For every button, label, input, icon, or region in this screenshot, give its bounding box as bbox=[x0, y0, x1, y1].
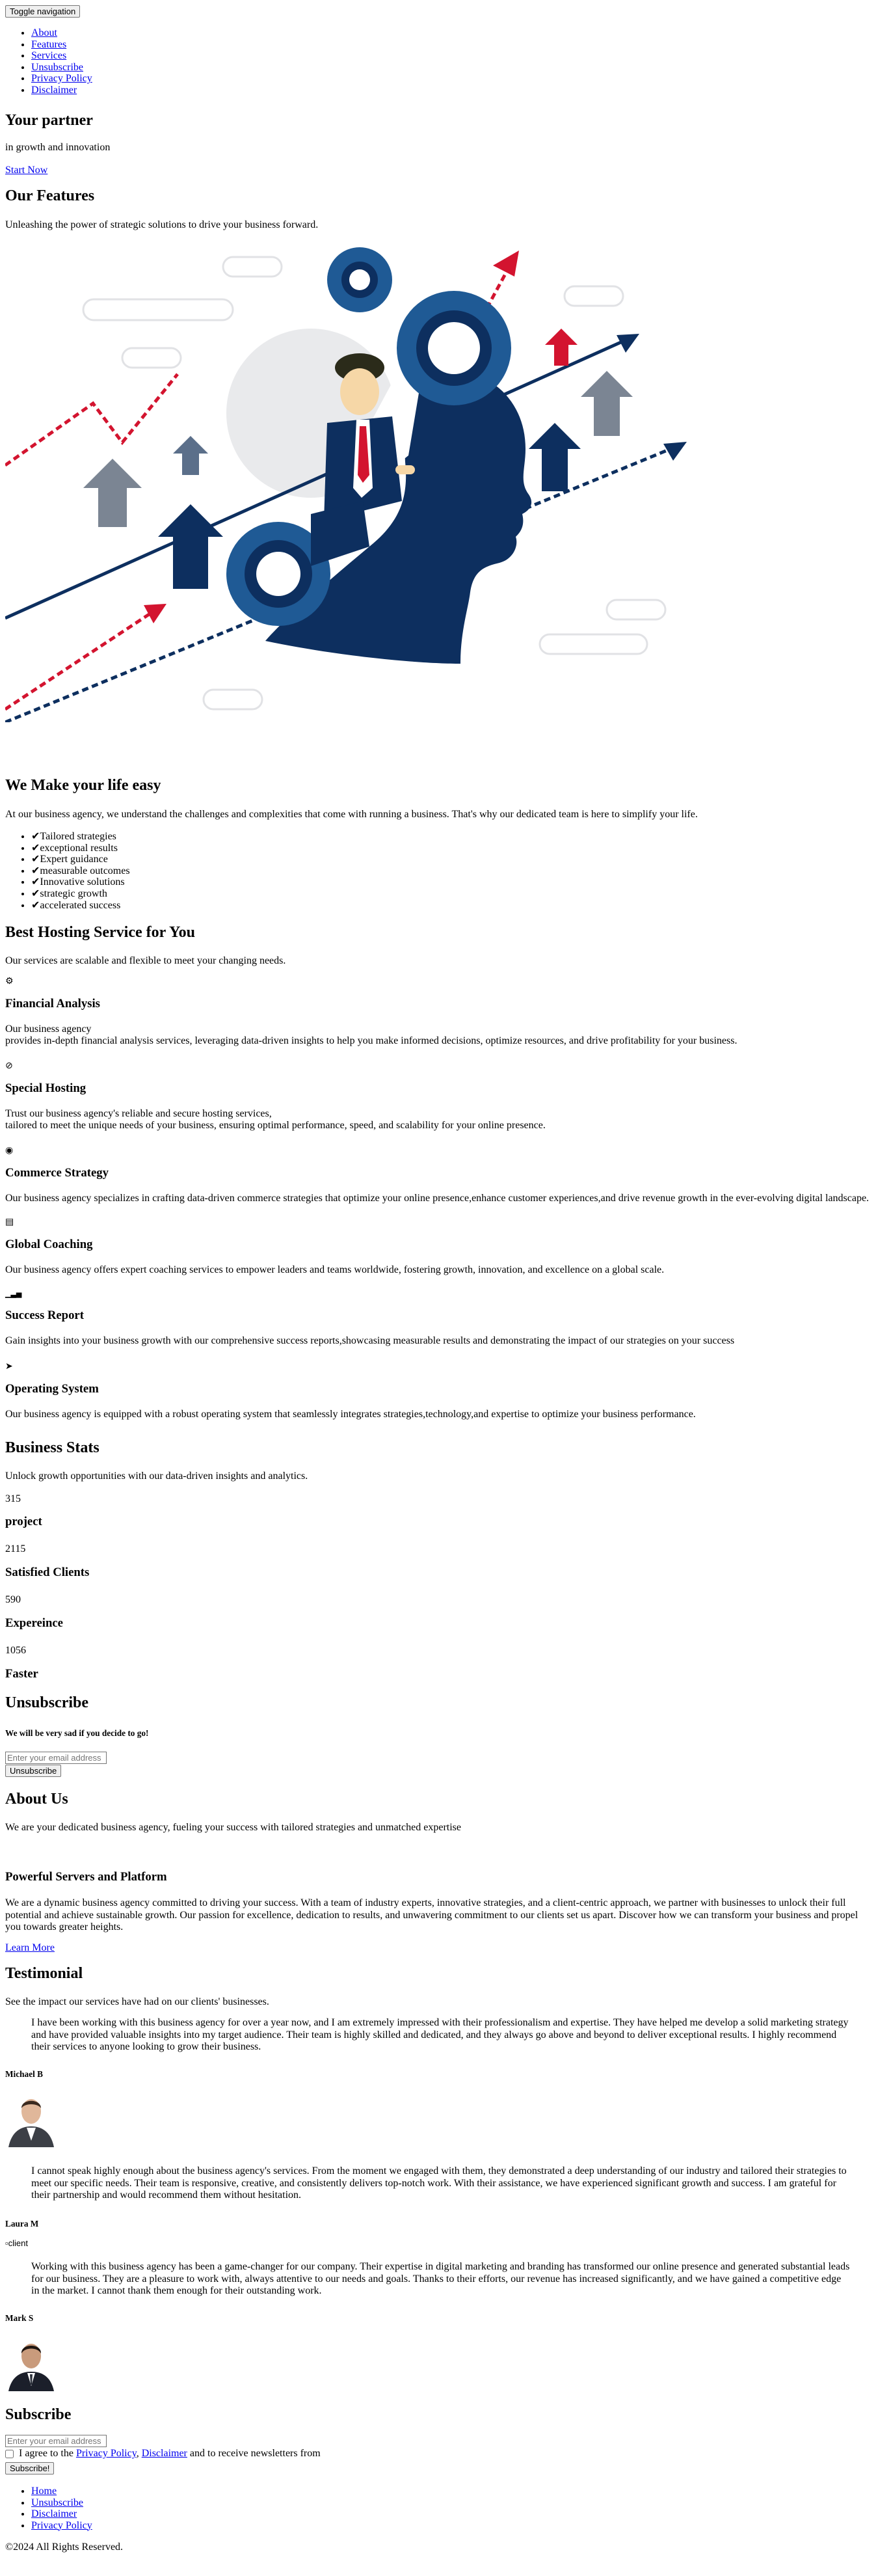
stat-label: Faster bbox=[5, 1667, 38, 1681]
testimonial-quote: I have been working with this business agency for over a year now, and I am extremely impressed with their professionalism and expertise. They have helped me develop a solid marketing strategy and have provided valuable insights into my target audience. Their team is highly skilled and dedicated, and they always go above and beyond to deliver exceptional results. I highly recommend their services to anyone looking to grow their business. bbox=[31, 2017, 849, 2052]
about-title: About Us bbox=[5, 1791, 68, 1808]
server-icon: ▤ bbox=[5, 1217, 14, 1227]
stats-title: Business Stats bbox=[5, 1439, 100, 1456]
nav-toggle-button[interactable]: Toggle navigation bbox=[5, 5, 80, 18]
stat-label: project bbox=[5, 1515, 42, 1528]
list-item: • ✔Innovative solutions bbox=[31, 876, 130, 888]
client-name: Laura M bbox=[5, 2219, 39, 2229]
service-text: Trust our business agency's reliable and secure hosting services, bbox=[5, 1108, 272, 1119]
stat-value: 2115 bbox=[5, 1543, 26, 1554]
subscribe-email-input[interactable] bbox=[5, 2435, 107, 2447]
unsubscribe-button[interactable]: Unsubscribe bbox=[5, 1765, 61, 1777]
service-text: Our business agency specializes in crafting data-driven commerce strategies that optimize your online presence,enhance customer experiences,and drive revenue growth in the ever-evolving digital landscape. bbox=[5, 1193, 870, 1204]
disclaimer-link[interactable]: Disclaimer bbox=[141, 2448, 187, 2459]
life-title: We Make your life easy bbox=[5, 777, 161, 794]
bar-chart-icon: ▁▃▅ bbox=[5, 1290, 22, 1298]
hosting-title: Best Hosting Service for You bbox=[5, 924, 195, 941]
service-operating-system bbox=[5, 1361, 696, 1420]
features-subtitle: Unleashing the power of strategic solutions to drive your business forward. bbox=[5, 219, 319, 230]
agree-row bbox=[5, 2448, 321, 2460]
agree-checkbox[interactable] bbox=[5, 2450, 14, 2458]
support-icon: ⚙ bbox=[5, 976, 14, 986]
nav-link-services[interactable]: Services bbox=[31, 50, 67, 61]
privacy-policy-link[interactable]: Privacy Policy bbox=[75, 2448, 137, 2459]
broken-image-icon: ▫ bbox=[5, 2238, 8, 2248]
service-title: Global Coaching bbox=[5, 1238, 93, 1251]
nav-link-features[interactable]: Features bbox=[31, 38, 67, 50]
list-item: • ✔exceptional results bbox=[31, 843, 130, 854]
nav-link-about[interactable]: About bbox=[31, 27, 57, 38]
footer-links bbox=[5, 2486, 92, 2531]
service-text: Our business agency is equipped with a robust operating system that seamlessly integrates strategies,technology,and expertise to optimize your business performance. bbox=[5, 1409, 696, 1420]
list-item: • ✔measurable outcomes bbox=[31, 865, 130, 877]
footer-link-unsubscribe[interactable]: Unsubscribe bbox=[31, 2497, 83, 2508]
hero-subtitle: in growth and innovation bbox=[5, 142, 111, 153]
footer-item-unsubscribe bbox=[31, 2497, 92, 2509]
footer-link-disclaimer[interactable]: Disclaimer bbox=[31, 2508, 77, 2519]
service-text: Gain insights into your business growth with our comprehensive success reports,showcasing measurable results and demonstrating the impact of our strategies on your success bbox=[5, 1335, 735, 1346]
paper-plane-icon: ➤ bbox=[5, 1361, 13, 1372]
target-icon: ◉ bbox=[5, 1145, 14, 1156]
life-text: At our business agency, we understand the challenges and complexities that come with running a business. That's why our dedicated team is here to simplify your life. bbox=[5, 809, 698, 820]
features-title: Our Features bbox=[5, 187, 95, 204]
nav-item-unsubscribe bbox=[31, 62, 92, 74]
service-text: Our business agency bbox=[5, 1024, 92, 1035]
service-title: Special Hosting bbox=[5, 1081, 86, 1095]
service-special-hosting bbox=[5, 1061, 546, 1132]
footer-link-home[interactable]: Home bbox=[31, 2486, 57, 2497]
check-icon: ✔ bbox=[31, 854, 40, 865]
check-icon: ✔ bbox=[31, 831, 40, 842]
nav-link-unsubscribe[interactable]: Unsubscribe bbox=[31, 61, 83, 73]
check-icon: ✔ bbox=[31, 876, 40, 888]
agree-label-prefix: I agree to the bbox=[19, 2448, 73, 2459]
list-item: • ✔Expert guidance bbox=[31, 854, 130, 865]
hosting-subtitle: Our services are scalable and flexible to meet your changing needs. bbox=[5, 955, 286, 966]
service-title: Financial Analysis bbox=[5, 997, 100, 1010]
subscribe-button[interactable]: Subscribe! bbox=[5, 2462, 54, 2474]
client-name: Mark S bbox=[5, 2313, 34, 2323]
stat-label: Satisfied Clients bbox=[5, 1566, 90, 1579]
unsubscribe-subtitle: We will be very sad if you decide to go! bbox=[5, 1728, 149, 1738]
compass-icon: ⊘ bbox=[5, 1061, 13, 1071]
check-icon: ✔ bbox=[31, 842, 40, 854]
service-text: tailored to meet the unique needs of your business, ensuring optimal performance, speed, and scalability for your online presence. bbox=[5, 1120, 546, 1131]
gear-top-small bbox=[327, 247, 392, 312]
about-heading: Powerful Servers and Platform bbox=[5, 1870, 167, 1884]
subscribe-title: Subscribe bbox=[5, 2406, 72, 2423]
avatar bbox=[5, 2089, 57, 2147]
about-text: We are a dynamic business agency committed to driving your success. With a team of industry experts, innovative strategies, and a client-centric approach, we partner with businesses to unlock their full potential and achieve sustainable growth. Our passion for excellence, dedication to results, and unwavering commitment to our clients set us apart. Discover how we can transform your business and propel you towards greater heights. bbox=[5, 1897, 858, 1932]
list-item: • ✔strategic growth bbox=[31, 888, 130, 900]
stat-value: 1056 bbox=[5, 1645, 26, 1656]
testimonial-quote: I cannot speak highly enough about the business agency's services. From the moment we engaged with them, they demonstrated a deep understanding of our industry and tailored their strategies to meet our specific needs. Their team is responsive, creative, and consistently delivers top-notch work. With their assistance, we have experienced significant growth and success. I am grateful for their partnership and would recommend them without hesitation. bbox=[31, 2165, 847, 2201]
about-subtitle: We are your dedicated business agency, fueling your success with tailored strategies and unmatched expertise bbox=[5, 1822, 461, 1833]
list-item: • ✔accelerated success bbox=[31, 900, 130, 912]
stat-label: Expereince bbox=[5, 1616, 63, 1630]
service-commerce-strategy bbox=[5, 1145, 869, 1204]
check-icon: ✔ bbox=[31, 888, 40, 899]
service-financial-analysis bbox=[5, 976, 737, 1047]
nav-item-features bbox=[31, 39, 92, 51]
client-name: Michael B bbox=[5, 2069, 43, 2079]
testimonial-quote: Working with this business agency has been a game-changer for our company. Their expertise in digital marketing and branding has transformed our online presence and generated substantial leads for our business. They are a pleasure to work with, always attentive to our needs and goals. Thanks to their efforts, our revenue has increased significantly, and we have gained a competitive edge in the market. I cannot thank them enough for their outstanding work. bbox=[31, 2261, 850, 2296]
stats-subtitle: Unlock growth opportunities with our data-driven insights and analytics. bbox=[5, 1471, 308, 1482]
service-title: Commerce Strategy bbox=[5, 1166, 109, 1180]
growth-illustration bbox=[5, 241, 695, 722]
learn-more-link[interactable]: Learn More bbox=[5, 1942, 55, 1953]
benefits-list bbox=[5, 831, 130, 911]
service-title: Success Report bbox=[5, 1308, 84, 1322]
list-item: • ✔Tailored strategies bbox=[31, 831, 130, 843]
unsubscribe-title: Unsubscribe bbox=[5, 1694, 89, 1711]
service-text: provides in-depth financial analysis services, leveraging data-driven insights to help you make informed decisions, optimize resources, and drive profitability for your business. bbox=[5, 1035, 738, 1046]
footer-item-privacy bbox=[31, 2520, 92, 2532]
service-title: Operating System bbox=[5, 1382, 99, 1396]
stat-value: 590 bbox=[5, 1594, 21, 1605]
avatar bbox=[5, 2333, 57, 2391]
testimonial-subtitle: See the impact our services have had on our clients' businesses. bbox=[5, 1996, 269, 2007]
agree-comma: , bbox=[136, 2448, 139, 2459]
nav-link-disclaimer[interactable]: Disclaimer bbox=[31, 84, 77, 96]
service-text: Our business agency offers expert coaching services to empower leaders and teams worldwide, fostering growth, innovation, and excellence on a global scale. bbox=[5, 1264, 665, 1275]
check-icon: ✔ bbox=[31, 899, 40, 911]
nav-link-privacy[interactable]: Privacy Policy bbox=[31, 73, 92, 84]
service-global-coaching bbox=[5, 1217, 664, 1276]
footer-item-home bbox=[31, 2486, 92, 2497]
nav-item-services bbox=[31, 50, 92, 62]
hero-title: Your partner bbox=[5, 112, 93, 129]
nav-item-about bbox=[31, 27, 92, 39]
check-icon: ✔ bbox=[31, 865, 40, 876]
footer-item-disclaimer bbox=[31, 2508, 92, 2520]
start-now-link[interactable]: Start Now bbox=[5, 165, 48, 176]
agree-label-suffix: and to receive newsletters from bbox=[189, 2448, 321, 2459]
unsubscribe-email-input[interactable] bbox=[5, 1752, 107, 1764]
nav-menu bbox=[5, 27, 92, 96]
footer-link-privacy[interactable]: Privacy Policy bbox=[31, 2519, 92, 2531]
stat-value: 315 bbox=[5, 1493, 21, 1504]
service-success-report bbox=[5, 1290, 734, 1347]
nav-item-privacy bbox=[31, 73, 92, 85]
testimonial-title: Testimonial bbox=[5, 1965, 83, 1982]
client-image-broken: ▫client bbox=[5, 2238, 28, 2248]
copyright: ©2024 All Rights Reserved. bbox=[5, 2542, 124, 2553]
nav-item-disclaimer bbox=[31, 85, 92, 96]
